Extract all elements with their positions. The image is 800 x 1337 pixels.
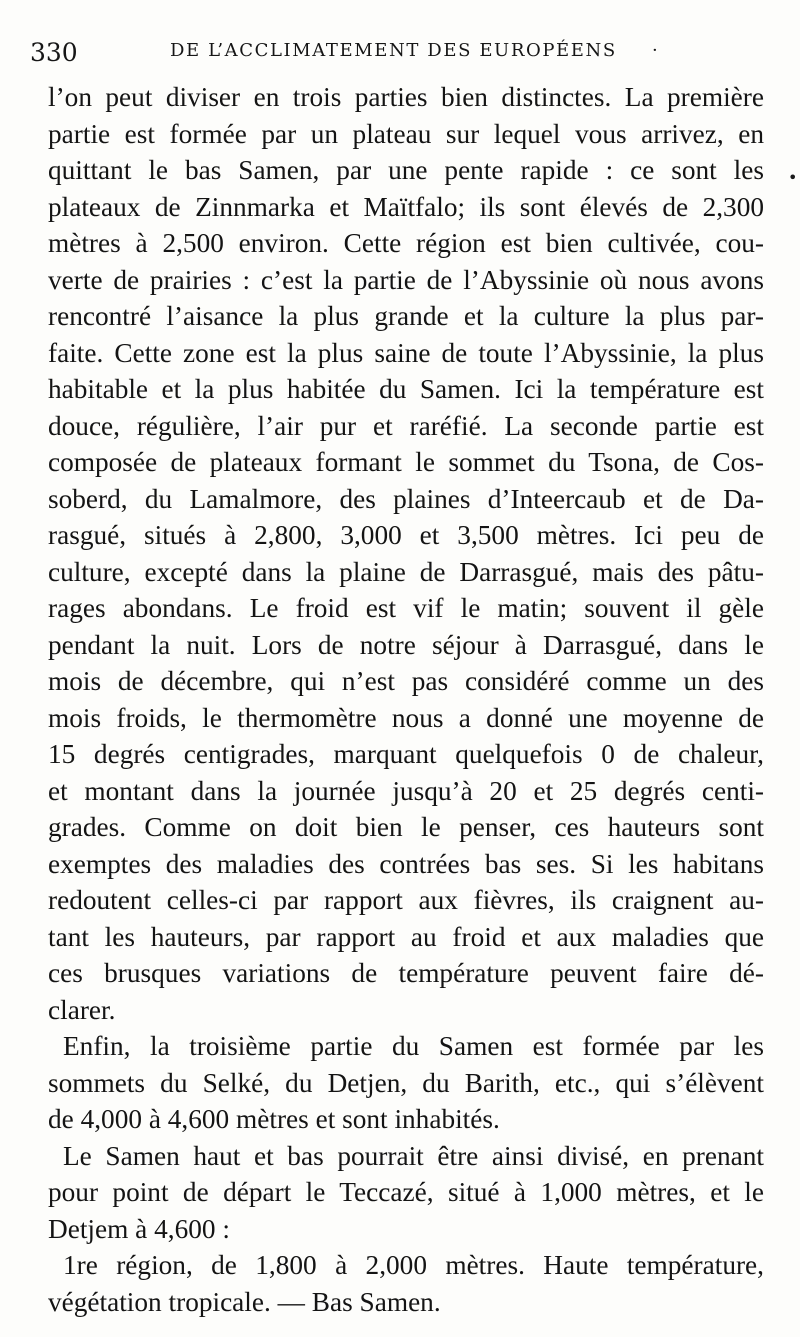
text-line: tant les hauteurs, par rapport au froid et aux maladies que	[48, 921, 764, 952]
text-line: partie est formée par un plateau sur lequel vous arrivez, en	[48, 118, 764, 149]
text-line: rasgué, situés à 2,800, 3,000 et 3,500 mètres. Ici peu de	[48, 520, 764, 550]
text-line: et montant dans la journée jusqu’à 20 et 25 degrés centi-	[48, 775, 764, 806]
text-line: 15 degrés centigrades, marquant quelquefois 0 de chaleur,	[48, 739, 764, 769]
text-line: pendant la nuit. Lors de notre séjour à Darrasgué, dans le	[48, 629, 764, 660]
text-line: exemptes des maladies des contrées bas ses. Si les habitans	[48, 848, 764, 879]
text-line: clarer.	[48, 994, 116, 1025]
text-line: pour point de départ le Teccazé, situé à 1,000 mètres, et le	[48, 1177, 764, 1207]
text-line: faite. Cette zone est la plus saine de toute l’Abyssinie, la plus	[48, 337, 764, 368]
text-line: grades. Comme on doit bien le penser, ces hauteurs sont	[48, 812, 764, 842]
text-line: Detjem à 4,600 :	[48, 1213, 230, 1244]
text-line: Enfin, la troisième partie du Samen est formée par les	[63, 1031, 764, 1061]
text-line: mois de décembre, qui n’est pas considéré comme un des	[48, 666, 764, 696]
text-line: culture, excepté dans la plaine de Darrasgué, mais des pâtu-	[48, 556, 764, 587]
text-line: composée de plateaux formant le sommet du Tsona, de Cos-	[48, 447, 764, 477]
text-line: ces brusques variations de température peuvent faire dé-	[48, 958, 764, 988]
text-line: quittant le bas Samen, par une pente rapide : ce sont les	[48, 155, 764, 185]
body-text	[48, 79, 764, 1320]
running-title: DE L’ACCLIMATEMENT DES EUROPÉENS	[170, 40, 617, 61]
text-line: mois froids, le thermomètre nous a donné une moyenne de	[48, 702, 764, 733]
text-line: l’on peut diviser en trois parties bien distinctes. La première	[48, 82, 764, 112]
page-header	[30, 34, 760, 74]
text-line: 1re région, de 1,800 à 2,000 mètres. Haute température,	[63, 1250, 764, 1280]
text-line: plateaux de Zinnmarka et Maïtfalo; ils sont élevés de 2,300	[48, 191, 764, 222]
text-line: soberd, du Lamalmore, des plaines d’Inteercaub et de Da-	[48, 483, 764, 514]
margin-mark: •	[788, 168, 798, 187]
text-line: verte de prairies : c’est la partie de l’Abyssinie où nous avons	[48, 264, 764, 295]
text-line: de 4,000 à 4,600 mètres et sont inhabités.	[48, 1104, 500, 1134]
text-line: mètres à 2,500 environ. Cette région est bien cultivée, cou-	[48, 228, 764, 258]
text-line: habitable et la plus habitée du Samen. Ici la température est	[48, 374, 764, 404]
text-line: végétation tropicale. — Bas Samen.	[48, 1286, 441, 1317]
header-mark: ·	[652, 40, 658, 61]
page-number: 330	[30, 38, 78, 67]
text-line: sommets du Selké, du Detjen, du Barith, etc., qui s’élèvent	[48, 1067, 764, 1098]
text-line: rages abondans. Le froid est vif le matin; souvent il gèle	[48, 593, 764, 623]
text-line: rencontré l’aisance la plus grande et la culture la plus par-	[48, 301, 764, 331]
text-line: Le Samen haut et bas pourrait être ainsi divisé, en prenant	[63, 1140, 764, 1171]
text-line: redoutent celles-ci par rapport aux fièvres, ils craignent au-	[48, 885, 764, 915]
text-line: douce, régulière, l’air pur et raréfié. La seconde partie est	[48, 410, 764, 441]
